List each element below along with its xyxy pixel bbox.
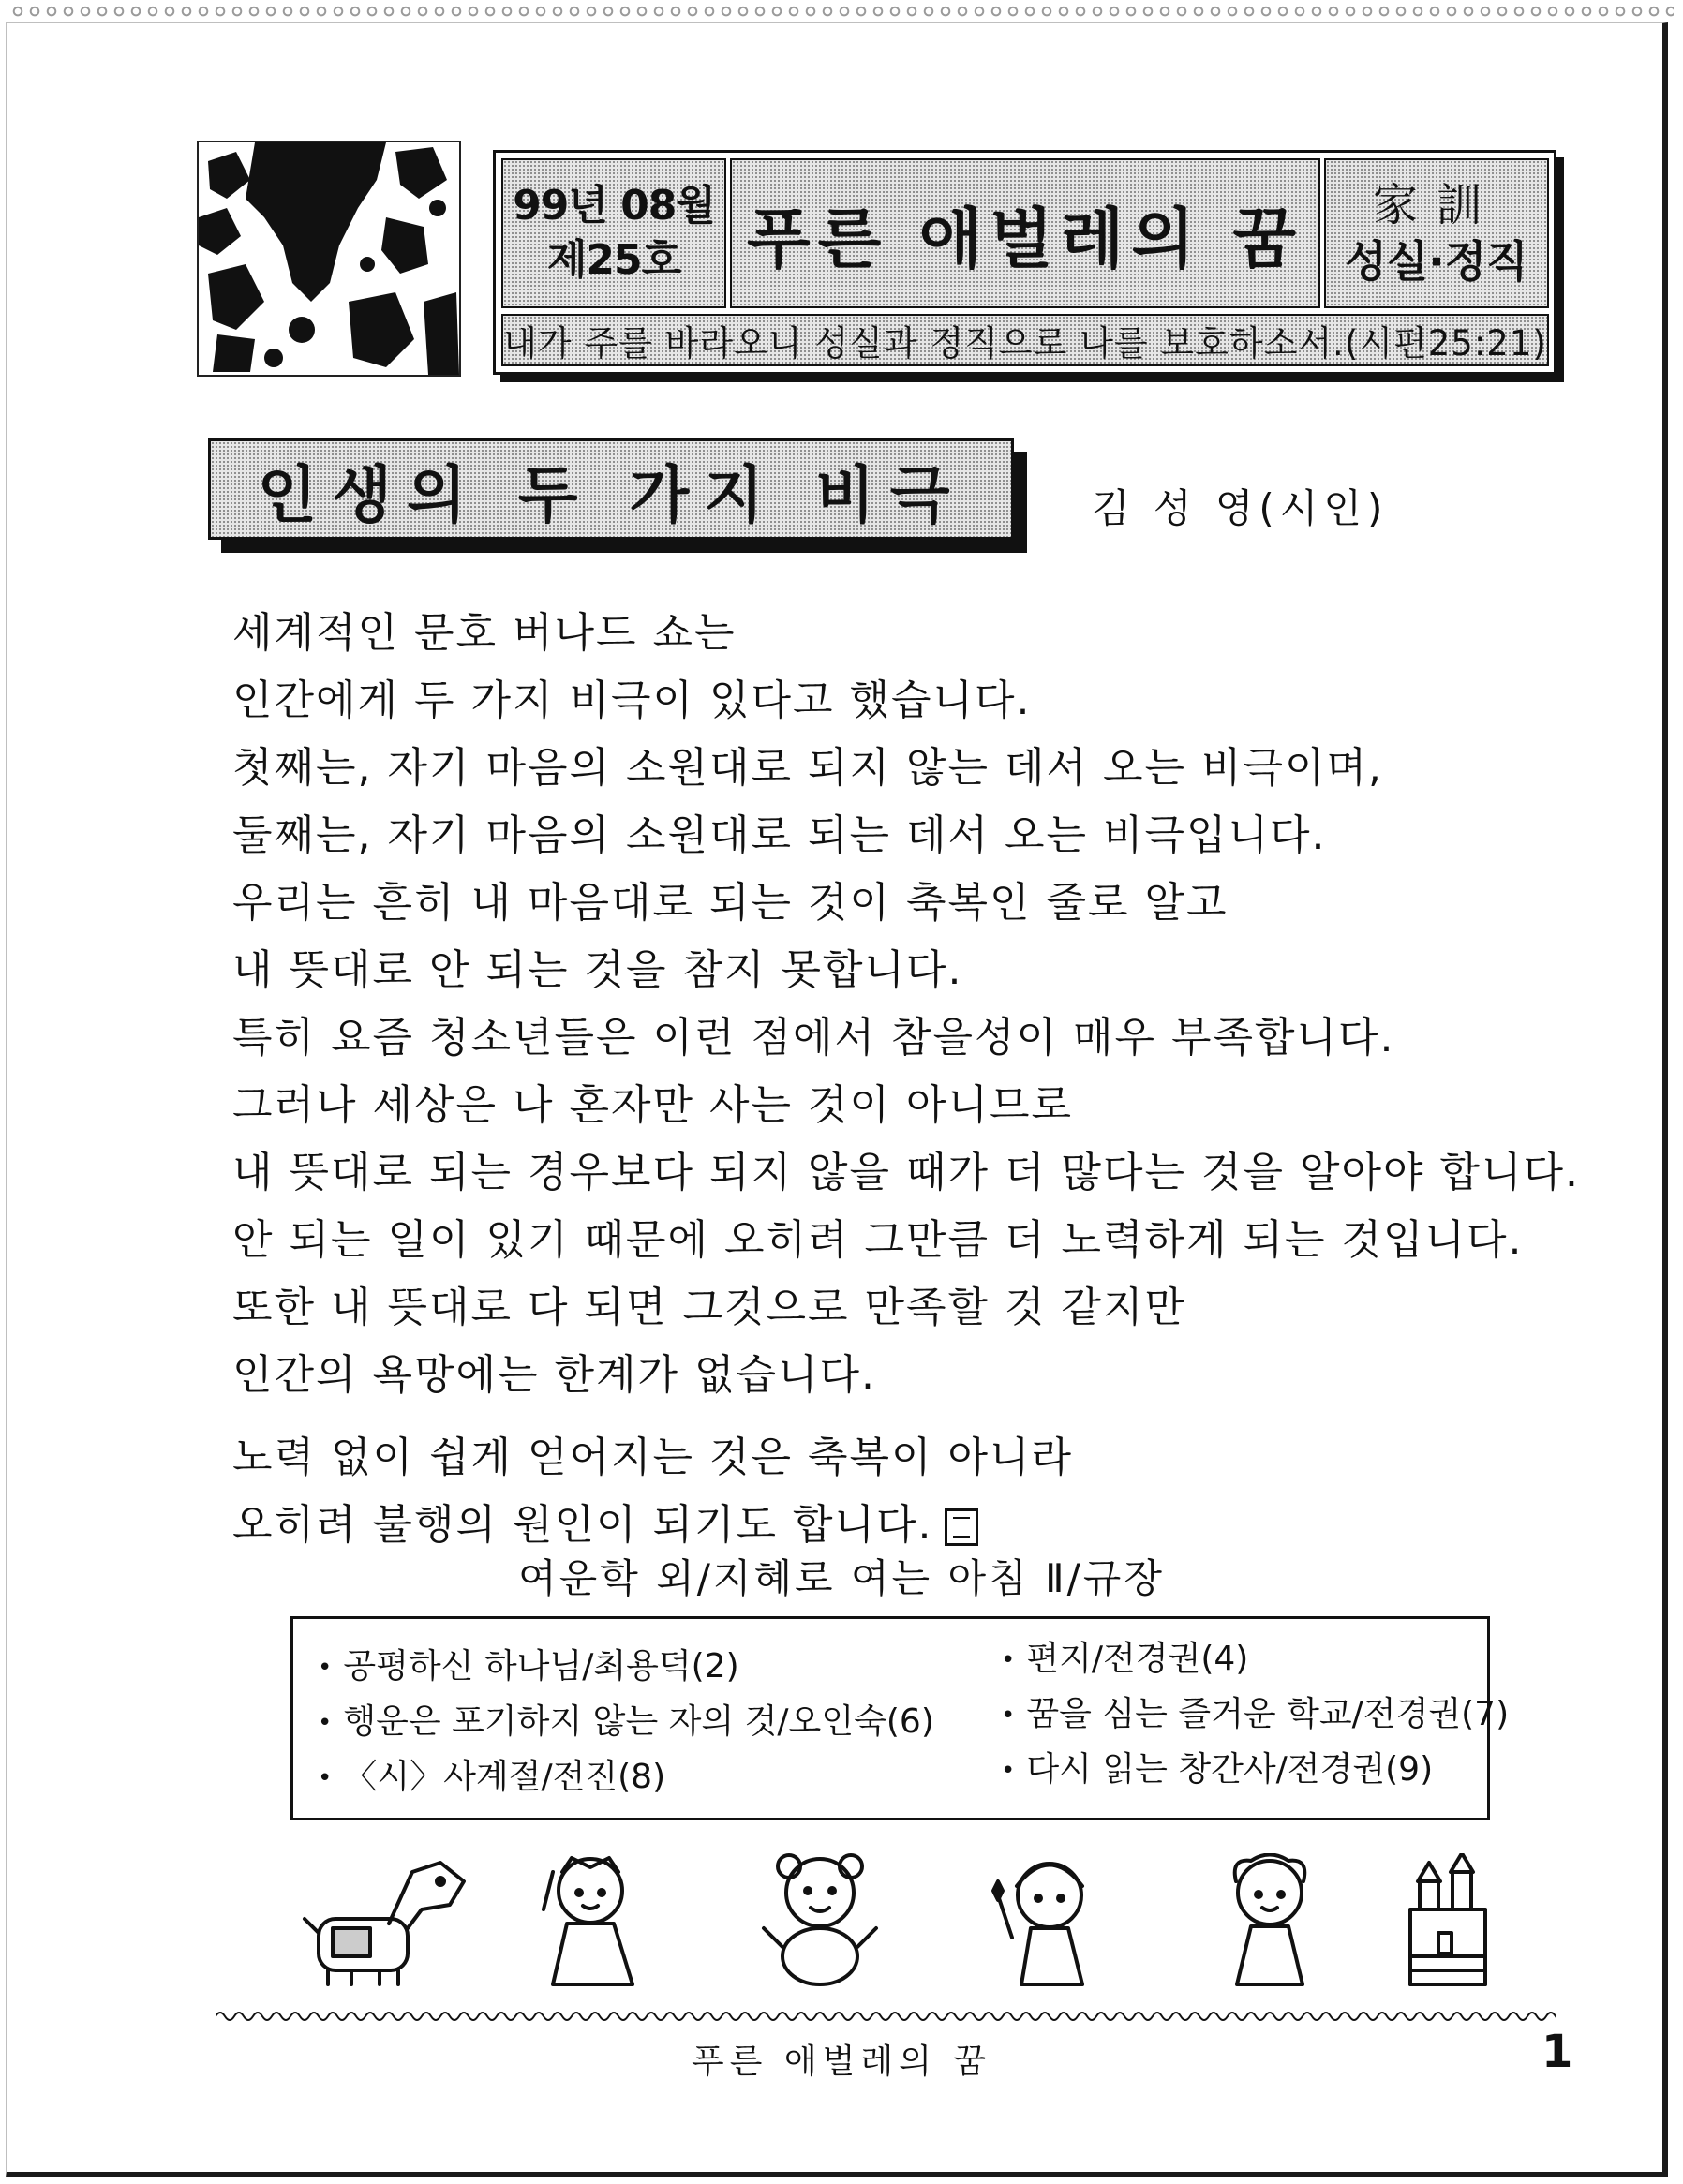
body-line: 그러나 세상은 나 혼자만 사는 것이 아니므로 [232,1081,1073,1129]
castle-icon [1410,1853,1485,1984]
body-line-text: 오히려 불행의 원인이 되기도 합니다. [232,1501,933,1549]
body-line: 또한 내 뜻대로 다 되면 그것으로 만족할 것 같지만 [232,1284,1186,1331]
bear-icon [764,1855,876,1984]
spiral-binding [9,0,1674,21]
table-of-contents [290,1616,1510,1820]
toc-item-label: 〈시〉사계절/전진(8) [343,1758,666,1796]
issue-number: 제25호 [546,236,681,284]
toc-item-label: 다시 읽는 창간사/전경권(9) [1026,1750,1434,1789]
toc-right-column [1001,1632,1509,1798]
family-motto-panel [1324,158,1549,308]
bible-verse: 내가 주를 바라오니 성실과 정직으로 나를 보호하소서.(시편25:21) [501,314,1549,366]
decorative-characters [300,1853,1490,1989]
bullet-icon: • [1001,1757,1016,1785]
body-line: 내 뜻대로 되는 경우보다 되지 않을 때가 더 많다는 것을 알아야 합니다. [232,1149,1580,1196]
masthead-photo [197,141,461,377]
issue-date: 99년 08월 [513,182,715,230]
paragraph-gap [232,1409,1563,1424]
issue-date-panel [501,158,726,308]
bullet-icon: • [1001,1701,1016,1730]
end-mark-icon [945,1508,978,1546]
body-line: 내 뜻대로 안 되는 것을 참지 못합니다. [232,946,963,994]
body-line: 첫째는, 자기 마음의 소원대로 되지 않는 데서 오는 비극이며, [232,744,1383,792]
toc-item-label: 공평하신 하나님/최용덕(2) [343,1647,739,1686]
toc-item-label: 꿈을 심는 즐거운 학교/전경권(7) [1026,1695,1510,1733]
toc-left-column [318,1640,934,1805]
body-line: 둘째는, 자기 마음의 소원대로 되는 데서 오는 비극입니다. [232,811,1327,859]
body-line: 안 되는 일이 있기 때문에 오히려 그만큼 더 노력하게 되는 것입니다. [232,1216,1524,1264]
toc-item[interactable] [318,1640,934,1695]
body-line: 인간의 욕망에는 한계가 없습니다. [232,1351,876,1399]
fairy-icon [993,1864,1082,1984]
bullet-icon: • [318,1709,333,1737]
toc-item[interactable] [1001,1632,1509,1687]
body-line: 인간에게 두 가지 비극이 있다고 했습니다. [232,676,1032,724]
toc-item[interactable] [318,1695,934,1750]
body-line: 우리는 흔히 내 마음대로 되는 것이 축복인 줄로 알고 [232,879,1229,927]
contents-heading: 여운학 외/지혜로 여는 아침 Ⅱ/규장 [518,1555,1165,1601]
princess-icon [544,1858,633,1984]
footer-title: 푸른 애벌레의 꿈 [691,2043,992,2081]
bullet-icon: • [1001,1646,1016,1674]
body-line: 세계적인 문호 버나드 쇼는 [232,609,737,657]
toc-item[interactable] [318,1750,934,1805]
article-body [232,600,1580,1559]
body-line: 특히 요즘 청소년들은 이런 점에서 참을성이 매우 부족합니다. [232,1014,1395,1062]
article-title: 인생의 두 가지 비극 [208,438,1014,540]
masthead [493,150,1556,375]
article-author: 김 성 영(시인) [1092,485,1389,531]
horse-icon [305,1863,464,1984]
girl-icon [1235,1855,1305,1985]
motto-hanja: 家訓 [1372,179,1500,231]
bullet-icon: • [318,1654,333,1682]
toc-item[interactable] [1001,1743,1509,1798]
motto-value: 성실·정직 [1345,236,1528,287]
page-number: 1 [1542,2026,1573,2078]
toc-item-label: 행운은 포기하지 않는 자의 것/오인숙(6) [343,1702,934,1741]
bullet-icon: • [318,1764,333,1792]
body-line: 노력 없이 쉽게 얻어지는 것은 축복이 아니라 [232,1434,1073,1481]
toc-item[interactable] [1001,1687,1509,1743]
wavy-divider [216,2005,1556,2028]
newsletter-title: 푸른 애벌레의 꿈 [730,158,1320,308]
toc-item-label: 편지/전경권(4) [1026,1640,1249,1678]
